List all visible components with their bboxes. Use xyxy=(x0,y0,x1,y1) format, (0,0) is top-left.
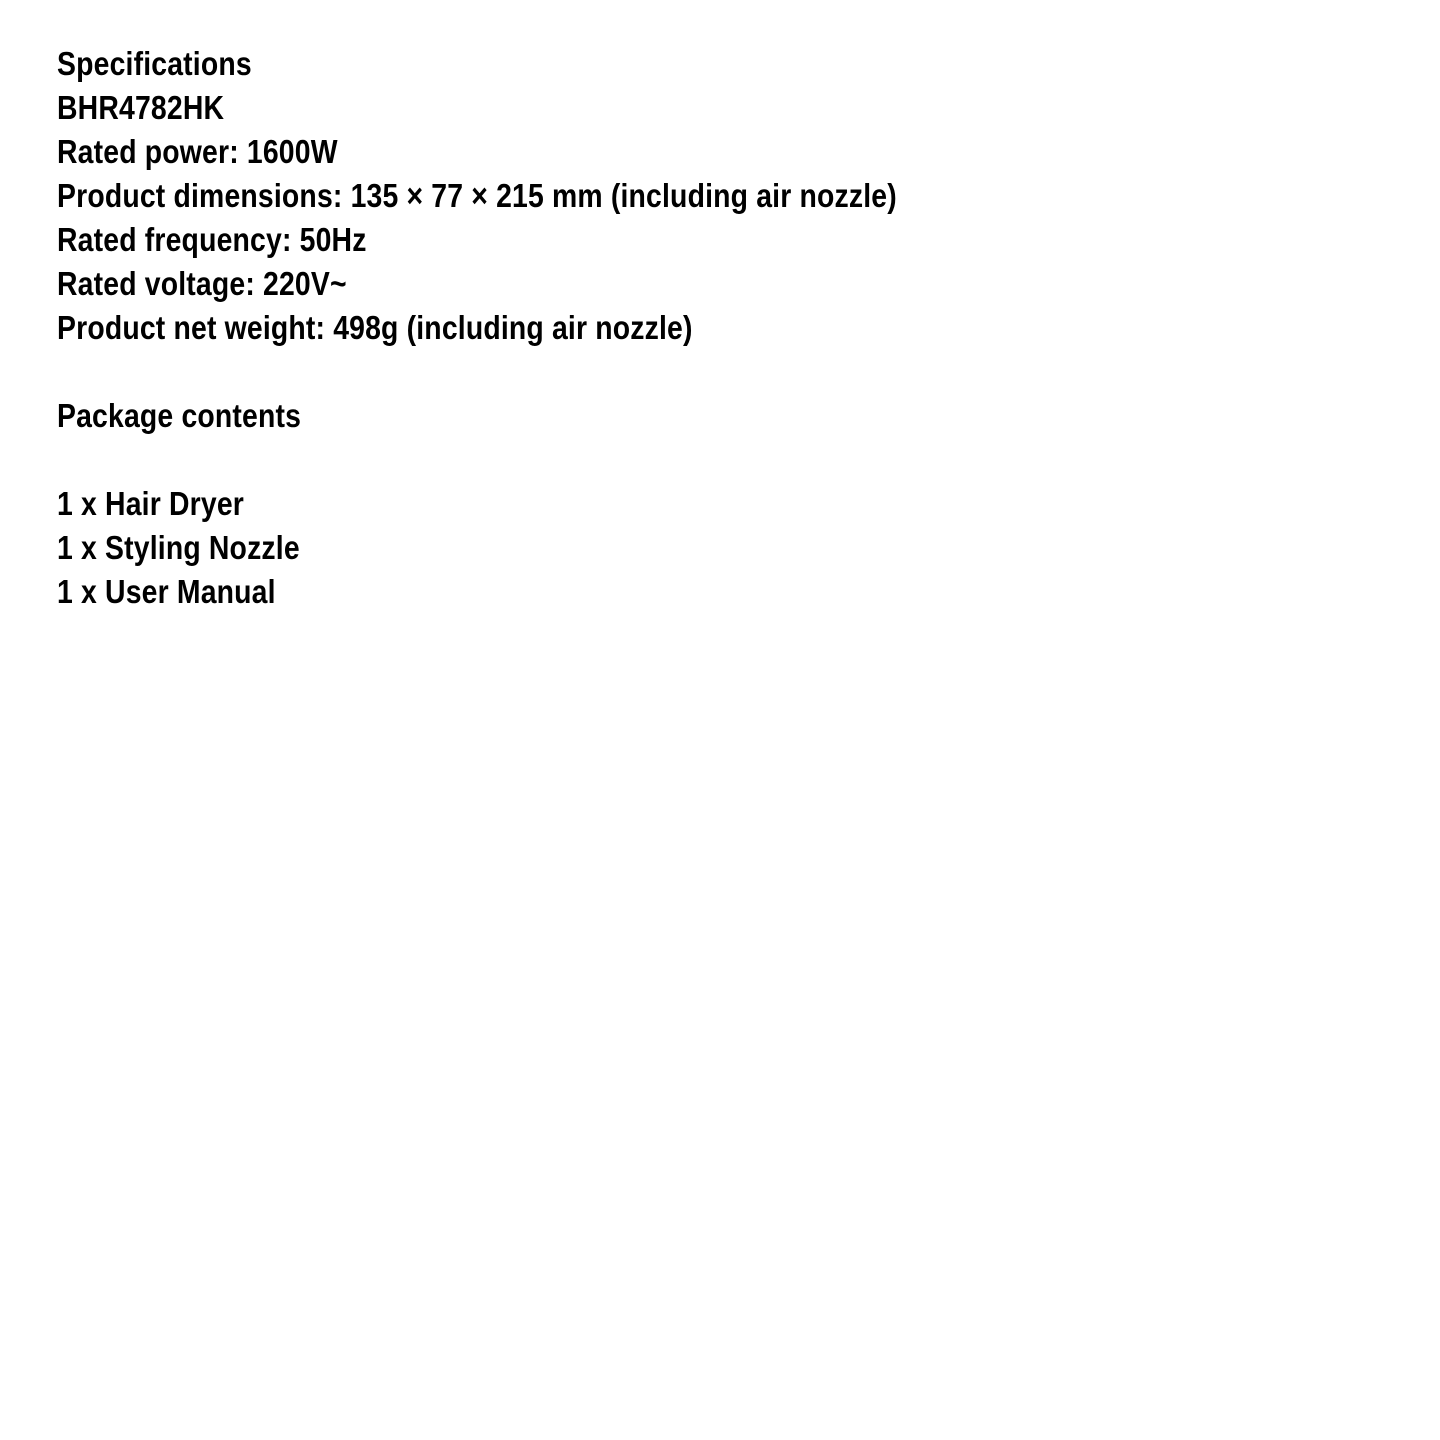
section-spacer xyxy=(57,350,897,394)
rated-frequency: Rated frequency: 50Hz xyxy=(57,221,367,258)
section-spacer xyxy=(57,438,897,482)
list-item: 1 x Hair Dryer xyxy=(57,485,244,522)
list-item: 1 x Styling Nozzle xyxy=(57,529,300,566)
spec-document xyxy=(57,42,897,614)
specifications-heading: Specifications xyxy=(57,45,252,82)
package-contents-heading: Package contents xyxy=(57,397,302,434)
net-weight: Product net weight: 498g (including air nozzle) xyxy=(57,309,693,346)
product-dimensions: Product dimensions: 135 × 77 × 215 mm (including air nozzle) xyxy=(57,177,897,214)
model-number: BHR4782HK xyxy=(57,89,225,126)
list-item: 1 x User Manual xyxy=(57,573,276,610)
rated-voltage: Rated voltage: 220V~ xyxy=(57,265,347,302)
rated-power: Rated power: 1600W xyxy=(57,133,338,170)
